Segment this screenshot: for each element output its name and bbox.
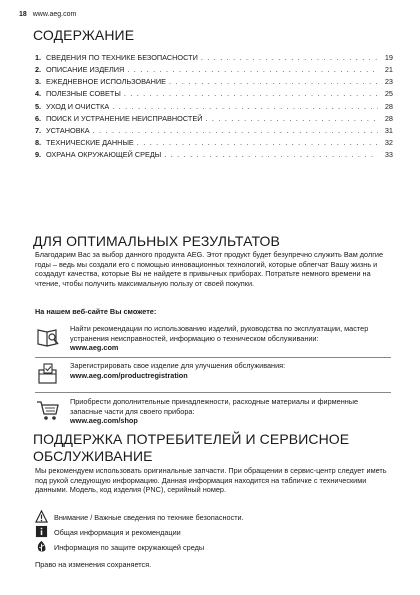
toc-item[interactable] (35, 150, 393, 162)
toc-leader-dots (205, 114, 378, 123)
toc-leader-dots (93, 126, 378, 135)
toc-leader-dots (112, 102, 378, 111)
toc-leader-dots (127, 65, 378, 74)
website-item-text: Найти рекомендации по использованию изделий, руководства по эксплуатации, мастер устранения неисправностей, информацию о техническом обслуживании: (70, 324, 369, 343)
toc-title: СОДЕРЖАНИЕ (33, 27, 135, 43)
toc-item-number: 8. (35, 137, 42, 147)
toc-item[interactable] (35, 102, 393, 114)
toc-item-page: 28 (384, 101, 393, 111)
toc-item-page: 21 (384, 65, 393, 75)
toc-item[interactable] (35, 89, 393, 101)
toc-item-number: 5. (35, 101, 42, 111)
page-number: 18 (19, 11, 27, 18)
website-item-description (70, 361, 390, 380)
toc-item[interactable] (35, 126, 393, 138)
footer-note: Право на изменения сохраняется. (35, 560, 152, 569)
website-section-heading: На нашем веб-сайте Вы сможете: (35, 307, 157, 316)
website-link[interactable]: www.aeg.com (70, 343, 119, 353)
symbol-description: Информация по защите окружающей среды (54, 543, 205, 552)
toc-item-number: 4. (35, 89, 42, 99)
shopping-cart-icon (35, 397, 61, 423)
toc-item[interactable] (35, 65, 393, 77)
toc-item-page: 19 (384, 53, 393, 62)
toc-item-label: ОПИСАНИЕ ИЗДЕЛИЯ (46, 65, 125, 75)
toc-item[interactable] (35, 53, 393, 65)
toc-item-page: 28 (384, 113, 393, 123)
website-item-text: Зарегистрировать свое изделие для улучшения обслуживания: (70, 361, 286, 370)
results-section-title: ДЛЯ ОПТИМАЛЬНЫХ РЕЗУЛЬТАТОВ (33, 233, 280, 249)
toc-item-number: 7. (35, 125, 42, 135)
toc-item[interactable] (35, 138, 393, 150)
toc-item-page: 25 (384, 89, 393, 99)
toc-leader-dots (169, 77, 378, 86)
toc-item-number: 2. (35, 65, 42, 75)
toc-item-label: УХОД И ОЧИСТКА (46, 101, 110, 111)
toc-item-label: ТЕХНИЧЕСКИЕ ДАННЫЕ (46, 137, 134, 147)
table-of-contents (35, 53, 393, 162)
website-item-description (70, 324, 390, 353)
info-icon (35, 525, 48, 538)
toc-item-label: УСТАНОВКА (46, 125, 90, 135)
support-section-title: ПОДДЕРЖКА ПОТРЕБИТЕЛЕЙ И СЕРВИСНОЕ ОБСЛУЖИВАНИЕ (33, 431, 350, 464)
toc-item-label: ОХРАНА ОКРУЖАЮЩЕЙ СРЕДЫ (46, 150, 162, 160)
toc-item-page: 23 (384, 77, 393, 87)
toc-item[interactable] (35, 114, 393, 126)
divider (35, 357, 391, 358)
website-link[interactable]: www.aeg.com/shop (70, 416, 138, 426)
toc-item-number: 3. (35, 77, 42, 87)
page-header (19, 11, 76, 18)
website-item-description (70, 397, 390, 426)
website-link[interactable]: www.aeg.com/productregistration (70, 370, 188, 380)
toc-item-number: 9. (35, 150, 42, 160)
toc-leader-dots (124, 89, 378, 98)
toc-item-label: ПОИСК И УСТРАНЕНИЕ НЕИСПРАВНОСТЕЙ (46, 113, 203, 123)
toc-item-label: ЕЖЕДНЕВНОЕ ИСПОЛЬЗОВАНИЕ (46, 77, 166, 87)
toc-leader-dots (164, 150, 378, 159)
toc-item[interactable] (35, 77, 393, 89)
product-registration-icon (35, 361, 61, 387)
website-item-registration (35, 361, 391, 389)
website-item-guides (35, 324, 391, 354)
website-item-text: Приобрести дополнительные принадлежности, расходные материалы и фирменные запасные части для своего прибора: (70, 397, 359, 416)
toc-item-page: 33 (384, 150, 393, 160)
site-url[interactable]: www.aeg.com (32, 11, 77, 18)
toc-item-page: 31 (384, 125, 393, 135)
divider (35, 392, 391, 393)
toc-item-label: ПОЛЕЗНЫЕ СОВЕТЫ (46, 89, 121, 99)
warning-triangle-icon (35, 510, 48, 523)
toc-leader-dots (137, 138, 378, 147)
toc-item-page: 32 (384, 137, 393, 147)
toc-item-label: СВЕДЕНИЯ ПО ТЕХНИКЕ БЕЗОПАСНОСТИ (46, 53, 198, 62)
website-item-shop (35, 397, 391, 427)
symbol-description: Общая информация и рекомендации (54, 528, 181, 537)
results-paragraph: Благодарим Вас за выбор данного продукта AEG. Этот продукт будет безупречно служить Вам долгие годы – ведь мы создали его с помощью инновационных технологий, которые облегчат Вашу жизнь и создадут качества, которые Вы не найдете в привычных приборах. Потратьте немного времени на чтение, чтобы получить максимальную пользу от своей покупки. (35, 250, 383, 288)
toc-item-number: 6. (35, 113, 42, 123)
toc-item-number: 1. (35, 53, 42, 62)
toc-leader-dots (201, 53, 378, 62)
book-search-icon (35, 324, 61, 350)
support-paragraph: Мы рекомендуем использовать оригинальные запчасти. При обращении в сервис-центр следует иметь под рукой следующую информацию. Данная информация находится на табличке с техническими данными. Модель, код изделия (PNC), серийный номер. (35, 466, 387, 495)
symbol-description: Внимание / Важные сведения по технике безопасности. (54, 513, 244, 522)
environment-icon (35, 540, 48, 553)
